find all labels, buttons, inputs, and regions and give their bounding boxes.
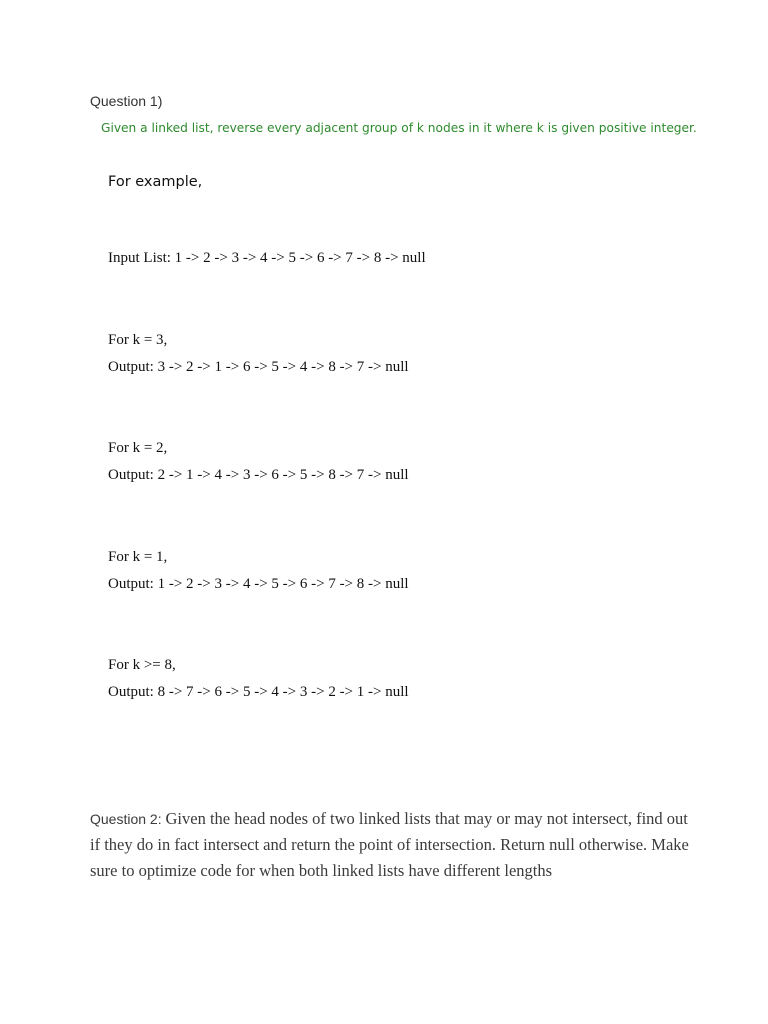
question-2-text: Given the head nodes of two linked lists that may or may not intersect, find out if they do in fact intersect and return the point of intersection. Return null otherwise. Make sure to optimize code for when both linked lists have different lengths [90,809,689,880]
question-1-heading: Question 1) [90,93,163,109]
example-k-line: For k = 3, [108,332,168,348]
question-2 [90,806,690,884]
example-output: Output: 2 -> 1 -> 4 -> 3 -> 6 -> 5 -> 8 -> 7 -> null [108,467,409,483]
example-intro: For example, [108,174,203,190]
example-output: Output: 1 -> 2 -> 3 -> 4 -> 5 -> 6 -> 7 -> 8 -> null [108,576,409,592]
input-list: Input List: 1 -> 2 -> 3 -> 4 -> 5 -> 6 -> 7 -> 8 -> null [108,250,426,266]
example-k-line: For k = 1, [108,549,168,565]
example-output: Output: 8 -> 7 -> 6 -> 5 -> 4 -> 3 -> 2 -> 1 -> null [108,684,409,700]
example-k-line: For k >= 8, [108,657,176,673]
question-2-label: Question 2: [90,811,166,827]
question-1-prompt: Given a linked list, reverse every adjacent group of k nodes in it where k is given positive integer. [101,121,697,135]
example-output: Output: 3 -> 2 -> 1 -> 6 -> 5 -> 4 -> 8 -> 7 -> null [108,359,409,375]
example-k-line: For k = 2, [108,440,168,456]
